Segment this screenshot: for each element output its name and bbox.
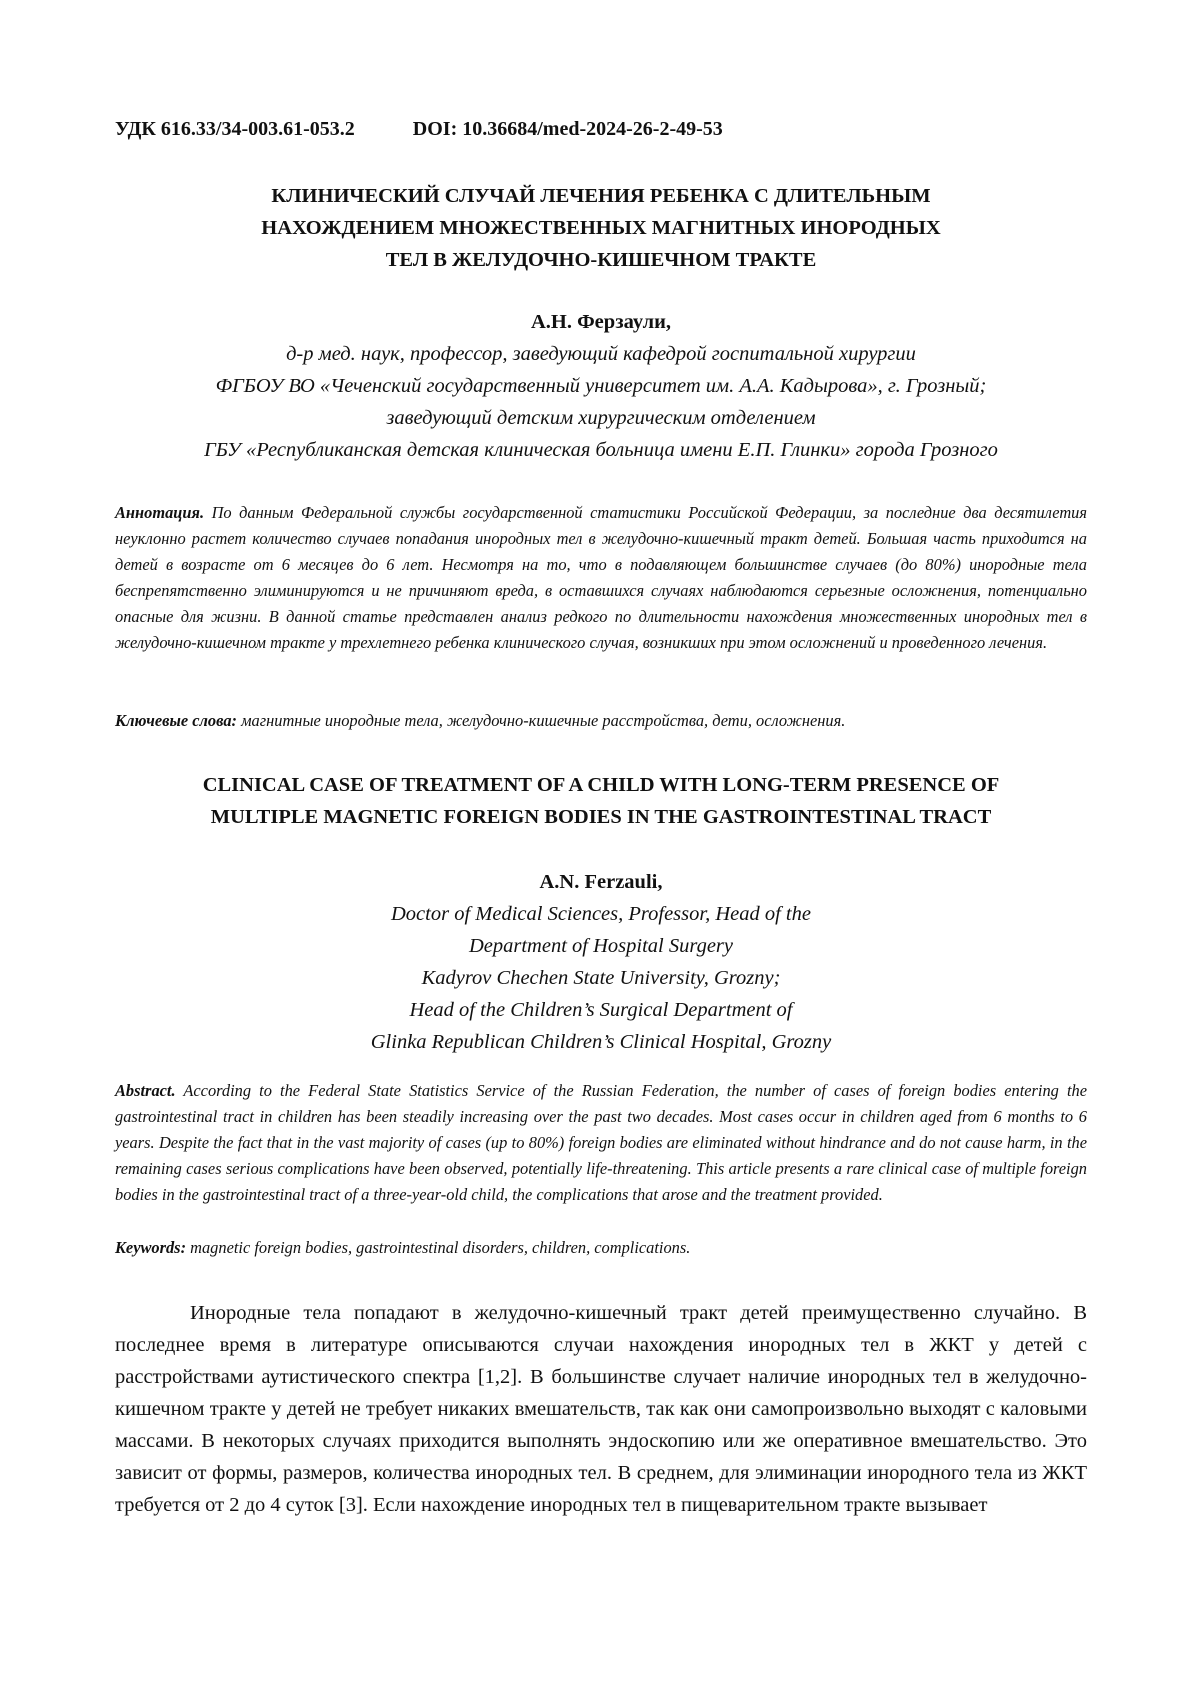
author-name-en: A.N. Ferzauli, bbox=[115, 866, 1087, 898]
keywords-russian bbox=[115, 708, 1087, 734]
body-paragraph: Инородные тела попадают в желудочно-кишечный тракт детей преимущественно случайно. В последнее время в литературе описываются случаи нахождения инородных тел в ЖКТ у детей с расстройствами аутистического спектра [1,2]. В большинстве случает наличие инородных тел в желудочно-кишечном тракте у детей не требует никаких вмешательств, так как они самопроизвольно выходят с каловыми массами. В некоторых случаях приходится выполнять эндоскопию или же оперативное вмешательство. Это зависит от формы, размеров, количества инородных тел. В среднем, для элиминации инородного тела из ЖКТ требуется от 2 до 4 суток [3]. Если нахождение инородных тел в пищеварительном тракте вызывает bbox=[115, 1297, 1087, 1521]
affiliation-en-line: Doctor of Medical Sciences, Professor, Head of the bbox=[115, 898, 1087, 930]
affiliation-en-line: Glinka Republican Children’s Clinical Hospital, Grozny bbox=[115, 1026, 1087, 1058]
udk-doi-line bbox=[115, 118, 723, 141]
keywords-text-en: magnetic foreign bodies, gastrointestinal disorders, children, complications. bbox=[190, 1238, 690, 1257]
title-ru-line: НАХОЖДЕНИЕМ МНОЖЕСТВЕННЫХ МАГНИТНЫХ ИНОРОДНЫХ bbox=[115, 212, 1087, 244]
abstract-text-ru: По данным Федеральной службы государственной статистики Российской Федерации, за последние два десятилетия неуклонно растет количество случаев попадания инородных тел в желудочно-кишечный тракт детей. Большая часть приходится на детей в возрасте от 6 месяцев до 6 лет. Несмотря на то, что в подавляющем большинстве случаев (до 80%) инородные тела беспрепятственно элиминируются и не причиняют вреда, в оставшихся случаях наблюдаются серьезные осложнения, потенциально опасные для жизни. В данной статье представлен анализ редкого по длительности нахождения множественных инородных тел в желудочно-кишечном тракте у трехлетнего ребенка клинического случая, возникших при этом осложнений и проведенного лечения. bbox=[115, 503, 1087, 652]
abstract-label-en: Abstract. bbox=[115, 1081, 176, 1100]
title-en-line: CLINICAL CASE OF TREATMENT OF A CHILD WITH LONG-TERM PRESENCE OF bbox=[115, 769, 1087, 801]
abstract-label-ru: Аннотация. bbox=[115, 503, 204, 522]
keywords-english bbox=[115, 1235, 1087, 1261]
udk-code: УДК 616.33/34-003.61-053.2 bbox=[115, 118, 355, 140]
affiliation-ru-line: ФГБОУ ВО «Чеченский государственный университет им. А.А. Кадырова», г. Грозный; bbox=[115, 370, 1087, 402]
title-ru-line: КЛИНИЧЕСКИЙ СЛУЧАЙ ЛЕЧЕНИЯ РЕБЕНКА С ДЛИТЕЛЬНЫМ bbox=[115, 180, 1087, 212]
abstract-russian bbox=[115, 500, 1087, 656]
keywords-text-ru: магнитные инородные тела, желудочно-кишечные расстройства, дети, осложнения. bbox=[241, 711, 845, 730]
doi: DOI: 10.36684/med-2024-26-2-49-53 bbox=[413, 118, 723, 141]
title-russian bbox=[115, 180, 1087, 276]
affiliation-en-line: Department of Hospital Surgery bbox=[115, 930, 1087, 962]
title-en-line: MULTIPLE MAGNETIC FOREIGN BODIES IN THE GASTROINTESTINAL TRACT bbox=[115, 801, 1087, 833]
title-ru-line: ТЕЛ В ЖЕЛУДОЧНО-КИШЕЧНОМ ТРАКТЕ bbox=[115, 244, 1087, 276]
author-name-ru: А.Н. Ферзаули, bbox=[115, 306, 1087, 338]
affiliation-en-line: Kadyrov Chechen State University, Grozny; bbox=[115, 962, 1087, 994]
abstract-text-en: According to the Federal State Statistics Service of the Russian Federation, the number of cases of foreign bodies entering the gastrointestinal tract in children has been steadily increasing over the past two decades. Most cases occur in children aged from 6 months to 6 years. Despite the fact that in the vast majority of cases (up to 80%) foreign bodies are eliminated without hindrance and do not cause harm, in the remaining cases serious complications have been observed, potentially life-threatening. This article presents a rare clinical case of multiple foreign bodies in the gastrointestinal tract of a three-year-old child, the complications that arose and the treatment provided. bbox=[115, 1081, 1087, 1204]
author-block-russian bbox=[115, 306, 1087, 466]
abstract-english bbox=[115, 1078, 1087, 1208]
author-block-english bbox=[115, 866, 1087, 1058]
affiliation-en-line: Head of the Children’s Surgical Department of bbox=[115, 994, 1087, 1026]
title-english bbox=[115, 769, 1087, 833]
affiliation-ru-line: ГБУ «Республиканская детская клиническая больница имени Е.П. Глинки» города Грозного bbox=[115, 434, 1087, 466]
affiliation-ru-line: д-р мед. наук, профессор, заведующий кафедрой госпитальной хирургии bbox=[115, 338, 1087, 370]
keywords-label-ru: Ключевые слова: bbox=[115, 711, 237, 730]
affiliation-ru-line: заведующий детским хирургическим отделением bbox=[115, 402, 1087, 434]
keywords-label-en: Keywords: bbox=[115, 1238, 186, 1257]
